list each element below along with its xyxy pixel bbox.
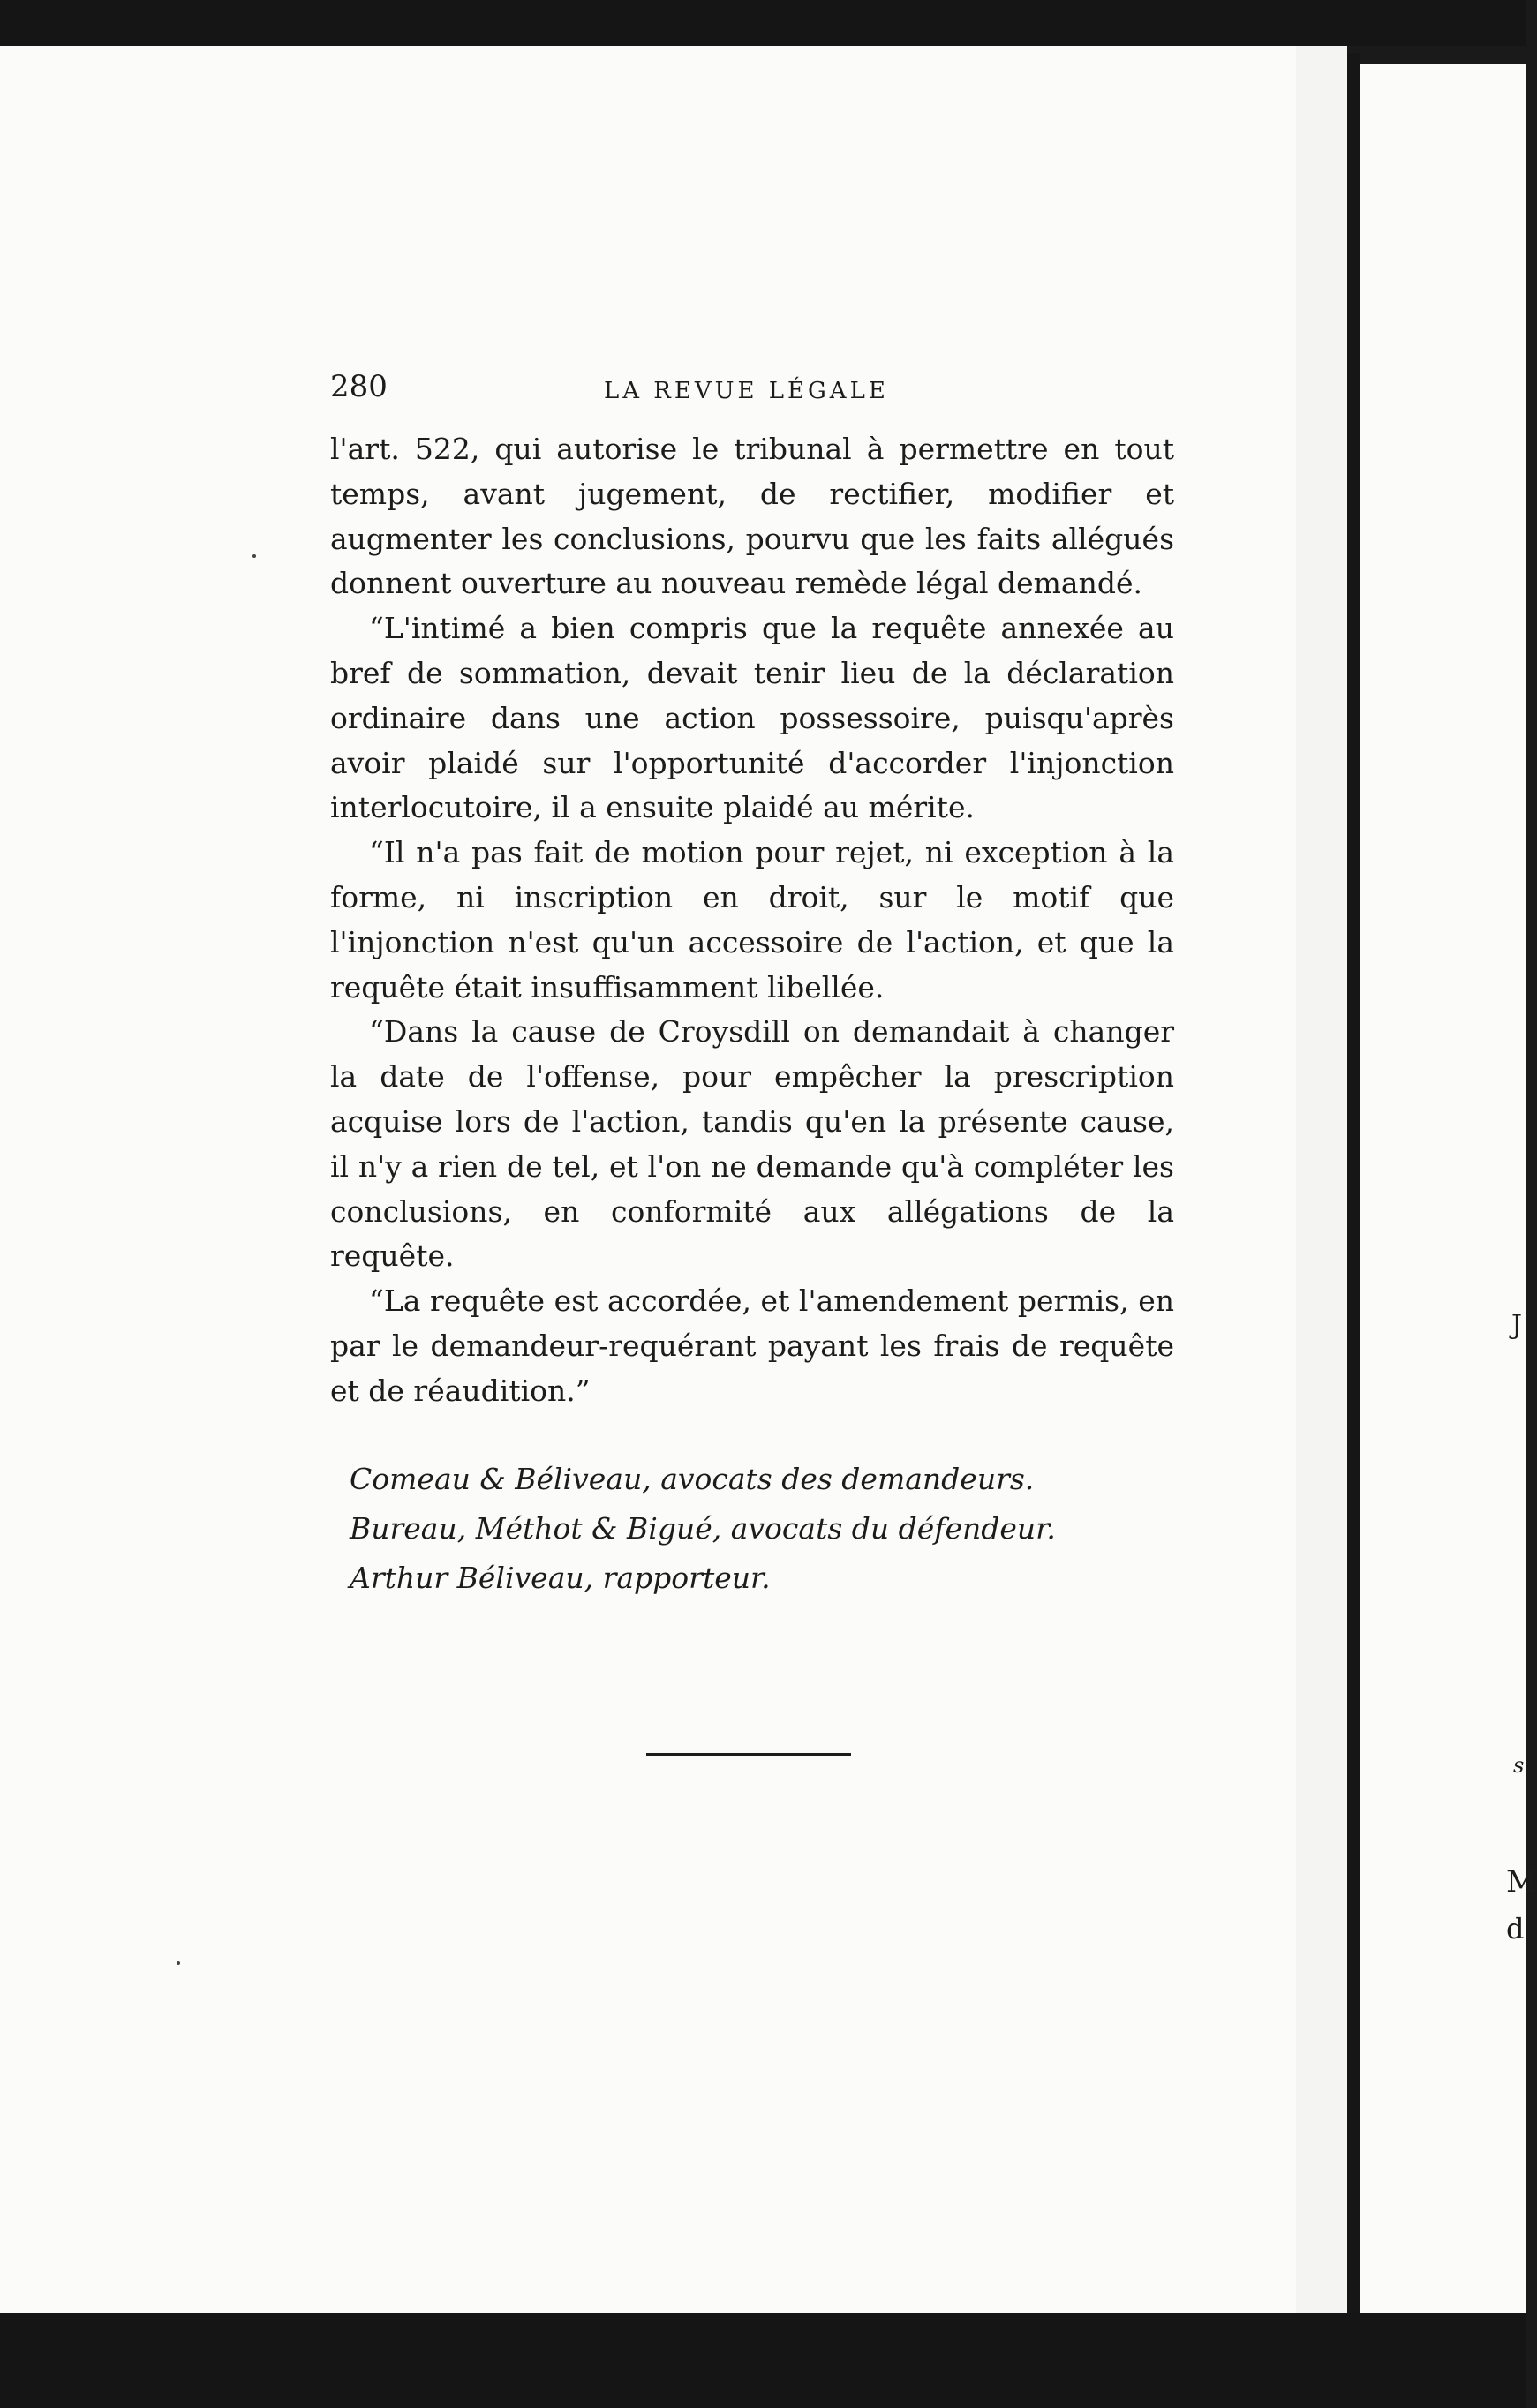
page-text <box>330 365 1174 1603</box>
facing-page-fragment: J <box>1511 1310 1523 1341</box>
facing-page-edge <box>1360 64 1526 2313</box>
stray-ink-mark <box>177 1961 180 1965</box>
scan-bottom-border <box>0 2313 1526 2408</box>
facing-page-fragment: d <box>1506 1912 1525 1945</box>
signature-line: Comeau & Béliveau, avocats des demandeurs. <box>350 1461 1035 1496</box>
paragraph: “Dans la cause de Croysdill on demandait à changer la date de l'offense, pour empêcher la prescription acquise lors de l'action, tandis qu'en la présente cause, il n'y a rien de tel, et l'on ne demande qu'à compléter les conclusions, en conformité aux allégations de la requête. <box>330 1014 1174 1274</box>
paragraph: “L'intimé a bien compris que la requête annexée au bref de sommation, devait tenir lieu de la déclaration ordinaire dans une action possessoire, puisqu'après avoir plaidé sur l'opportunité d'accorder l'injonction interlocutoire, il a ensuite plaidé au mérite. <box>330 611 1174 825</box>
end-rule <box>646 1753 851 1756</box>
facing-page-fragment: M <box>1506 1864 1537 1900</box>
signature-line: Arthur Béliveau, rapporteur. <box>350 1560 771 1595</box>
running-title: LA REVUE LÉGALE <box>604 378 889 404</box>
signature-line: Bureau, Méthot & Bigué, avocats du défendeur. <box>350 1510 1056 1546</box>
book-fold-shadow <box>1347 53 1360 2313</box>
paragraph: “Il n'a pas fait de motion pour rejet, ni exception à la forme, ni inscription en droit, sur le motif que l'injonction n'est qu'un accessoire de l'action, et que la requête était insuffisamment libellée. <box>330 835 1174 1005</box>
stray-ink-mark <box>252 554 256 558</box>
paragraph: “La requête est accordée, et l'amendement permis, en par le demandeur-requérant payant les frais de requête et de réaudition.” <box>330 1283 1174 1408</box>
scan-top-border <box>0 0 1526 46</box>
facing-page-fragment: s <box>1513 1753 1525 1778</box>
paragraph: l'art. 522, qui autorise le tribunal à permettre en tout temps, avant jugement, de rectifier, modifier et augmenter les conclusions, pourvu que les faits allégués donnent ouverture au nouveau remède légal demandé. <box>330 432 1174 601</box>
counsel-signatures <box>330 1455 1174 1603</box>
running-head <box>330 365 1174 427</box>
page-gutter <box>1296 46 1347 2313</box>
page-number: 280 <box>330 369 388 404</box>
